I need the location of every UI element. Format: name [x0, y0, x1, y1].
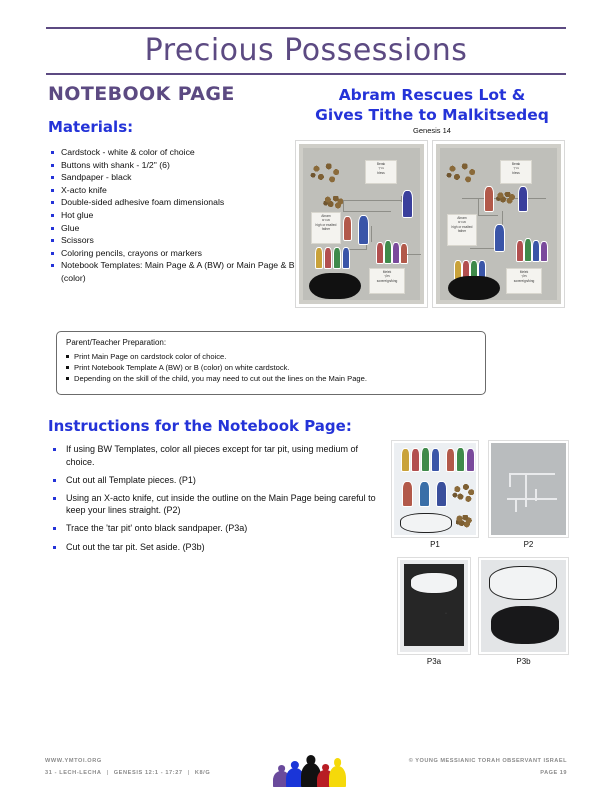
list-item: Coloring pencils, crayons or markers — [50, 247, 302, 260]
photo-step-p3b — [479, 558, 568, 654]
photo-completed-page-1 — [296, 141, 427, 307]
label-card-melek: Melek מלך sovereign/king — [506, 268, 542, 294]
list-item: Double-sided adhesive foam dimensionals — [50, 196, 302, 209]
list-item: Print Notebook Template A (BW) or B (color) on white cardstock. — [66, 362, 476, 373]
list-item: Cut out the tar pit. Set aside. (P3b) — [50, 541, 382, 554]
list-item: Glue — [50, 222, 302, 235]
list-item: Scissors — [50, 234, 302, 247]
caption-p3a: P3a — [426, 657, 442, 666]
paper-figure — [324, 247, 332, 269]
photo-step-p1 — [392, 441, 478, 537]
connector-line — [407, 254, 421, 255]
cut-line — [509, 473, 511, 487]
paper-figure — [532, 240, 540, 262]
coin-cluster-icon — [323, 196, 345, 209]
list-item: Cardstock - white & color of choice — [50, 146, 302, 159]
logo-figure-yellow — [329, 758, 346, 787]
connector-line — [343, 200, 401, 201]
footer-page-number: PAGE 19 — [540, 770, 567, 776]
footer-right — [409, 758, 567, 776]
paper-figure — [376, 242, 384, 264]
paper-figure — [333, 247, 341, 269]
paper-figure — [524, 238, 532, 262]
paper-figure — [431, 448, 440, 472]
page-header — [46, 27, 566, 75]
coin-cluster-icon — [496, 192, 516, 204]
prep-list — [66, 351, 476, 384]
list-item: X-acto knife — [50, 184, 302, 197]
paper-figure — [446, 448, 455, 472]
ymtoi-logo — [273, 753, 345, 787]
logo-figure-head — [278, 765, 286, 772]
footer-parasha: 31 - LECH-LECHA — [45, 770, 102, 776]
paper-figure — [436, 481, 447, 507]
paper-figure — [402, 481, 413, 507]
photo-step-p3a — [398, 558, 470, 654]
label-card-berak: Berak ברך bless — [500, 160, 532, 184]
photo-background — [491, 443, 566, 535]
paper-figure — [315, 247, 323, 269]
prep-heading: Parent/Teacher Preparation: — [66, 338, 167, 347]
label-card-abram: Abram אברם high or exalted father — [447, 214, 477, 246]
cut-line — [509, 473, 555, 475]
list-item: Cut out all Template pieces. (P1) — [50, 474, 382, 487]
list-item: Print Main Page on cardstock color of choice. — [66, 351, 476, 362]
logo-figure-head — [334, 758, 342, 767]
tar-pit-piece — [309, 273, 361, 299]
cut-line — [515, 500, 517, 512]
paper-figure — [411, 448, 420, 472]
paper-figure — [343, 216, 352, 241]
photo-step-p2 — [489, 441, 568, 537]
paper-figure — [342, 247, 350, 269]
lesson-reference: Genesis 14 — [413, 126, 451, 135]
list-item: Hot glue — [50, 209, 302, 222]
coin-cluster-icon — [445, 162, 479, 186]
footer-scripture: GENESIS 12:1 - 17:27 — [113, 770, 183, 776]
cut-line — [525, 473, 527, 507]
label-card-abram: Abram אברם high or exalted father — [311, 212, 341, 244]
photo-board — [440, 148, 557, 300]
connector-line — [343, 211, 391, 212]
connector-line — [478, 215, 498, 216]
lesson-title-line2: Gives Tithe to Malkitsedeq — [315, 106, 549, 124]
list-item: Buttons with shank - 1/2" (6) — [50, 159, 302, 172]
instructions-heading: Instructions for the Notebook Page: — [48, 417, 352, 435]
logo-figure-head — [291, 761, 299, 769]
paper-figure — [484, 186, 494, 212]
list-item: Depending on the skill of the child, you may need to cut out the lines on the Main Page. — [66, 373, 476, 384]
logo-figure-body — [329, 766, 346, 787]
cut-line — [535, 498, 557, 500]
caption-p3b: P3b — [516, 657, 531, 666]
connector-line — [371, 226, 372, 242]
parent-teacher-preparation-box — [56, 331, 486, 395]
footer-separator: | — [187, 770, 190, 776]
label-card-berak: Berak ברך bless — [365, 160, 397, 184]
section-title-notebook-page: NOTEBOOK PAGE — [48, 83, 235, 105]
paper-figure — [456, 447, 465, 472]
footer-separator: | — [106, 770, 109, 776]
tar-pit-sandpaper-piece — [491, 606, 559, 644]
paper-figure — [540, 241, 548, 262]
paper-figure — [421, 447, 430, 472]
caption-p2: P2 — [523, 540, 534, 549]
tar-pit-template-piece — [489, 566, 557, 600]
tar-pit-piece — [448, 276, 500, 300]
footer-meta — [45, 770, 210, 776]
coin-cluster-icon — [452, 483, 476, 505]
paper-figure — [358, 215, 369, 245]
connector-line — [478, 198, 479, 216]
paper-figure — [401, 448, 410, 472]
list-item: Notebook Templates: Main Page & A (BW) or Main Page & B (color) — [50, 259, 302, 284]
list-item: Sandpaper - black — [50, 171, 302, 184]
list-item: Trace the 'tar pit' onto black sandpaper. (P3a) — [50, 522, 382, 535]
instructions-list — [50, 443, 382, 559]
list-item: If using BW Templates, color all pieces except for tar pit, using medium of choice. — [50, 443, 382, 468]
materials-heading: Materials: — [48, 118, 134, 136]
paper-figure — [518, 186, 528, 212]
footer-left — [45, 758, 210, 776]
materials-list — [50, 146, 302, 285]
footer-grade: K8/G — [194, 770, 211, 776]
list-item: Using an X-acto knife, cut inside the outline on the Main Page being careful to keep your lines straight. (P2) — [50, 492, 382, 517]
paper-figure — [466, 448, 475, 472]
photo-board — [303, 148, 420, 300]
coin-cluster-icon — [309, 162, 343, 186]
lesson-title-line1: Abram Rescues Lot & — [338, 86, 526, 104]
paper-figure — [516, 240, 524, 262]
cut-line — [507, 498, 537, 500]
logo-figure-head — [306, 755, 315, 765]
paper-figure — [402, 190, 413, 218]
caption-p1: P1 — [430, 540, 440, 549]
page-title: Precious Possessions — [144, 33, 468, 68]
photo-completed-page-2 — [433, 141, 564, 307]
paper-figure — [494, 224, 505, 252]
paper-figure — [419, 481, 430, 507]
traced-tar-pit-outline — [410, 572, 458, 594]
header-rule-bottom — [46, 73, 566, 75]
lesson-title — [296, 85, 568, 125]
tar-pit-outline-piece — [400, 513, 452, 533]
label-card-melek: Melek מלך sovereign/king — [369, 268, 405, 294]
footer-copyright: © YOUNG MESSIANIC TORAH OBSERVANT ISRAEL — [408, 758, 567, 764]
paper-figure — [392, 242, 400, 264]
paper-figure — [384, 240, 392, 264]
footer-website[interactable]: WWW.YMTOI.ORG — [45, 758, 102, 764]
coin-cluster-icon — [456, 515, 472, 528]
